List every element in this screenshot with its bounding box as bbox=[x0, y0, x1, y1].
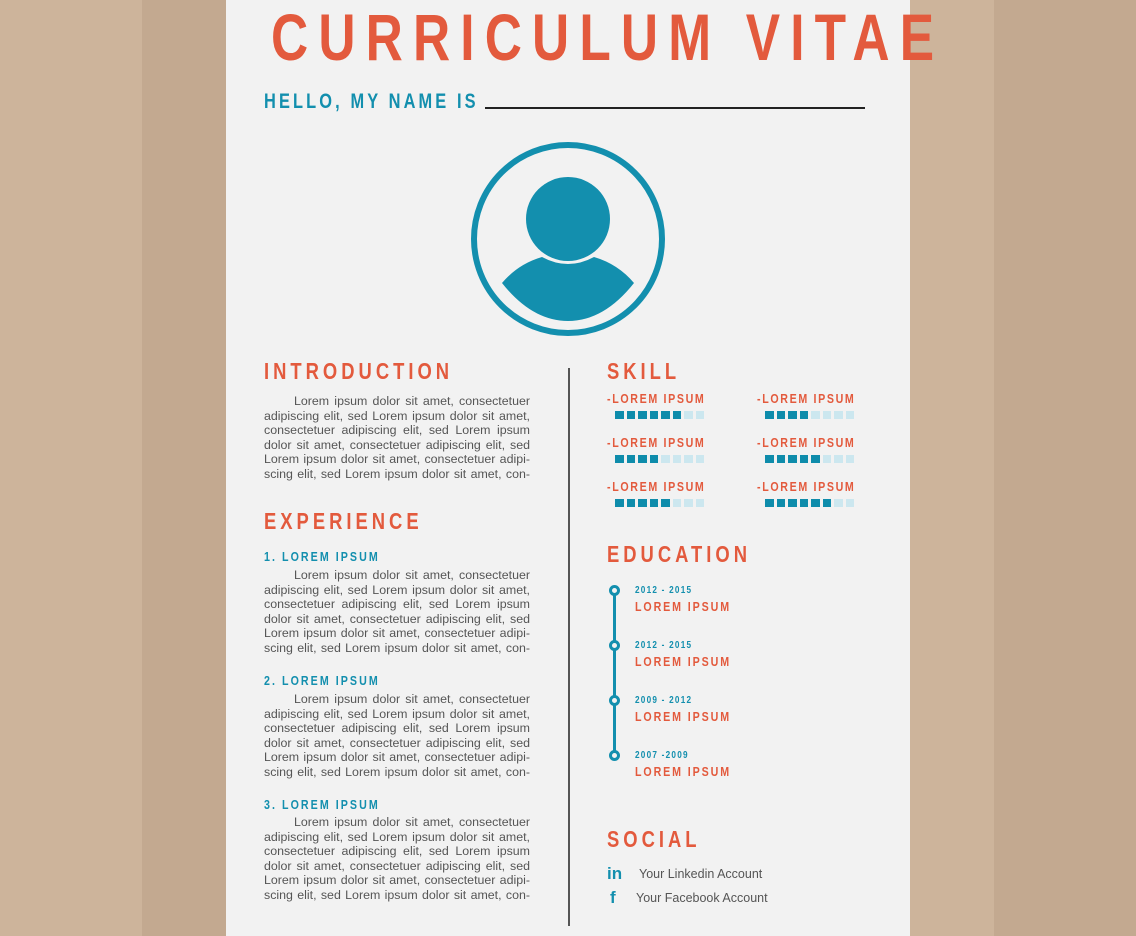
skill-block-filled bbox=[638, 455, 647, 463]
skill-name: -LOREM IPSUM bbox=[607, 435, 706, 450]
skill-block-empty bbox=[696, 499, 705, 507]
paragraph-line: adipiscing elit, sed Lorem ipsum dolor sit amet, bbox=[264, 829, 530, 844]
paragraph-line: Lorem ipsum dolor sit amet, consectetuer bbox=[294, 394, 530, 408]
skill-block-filled bbox=[673, 411, 682, 419]
skill-block-filled bbox=[811, 499, 820, 507]
skill-block-filled bbox=[627, 499, 636, 507]
skill-block-filled bbox=[788, 455, 797, 463]
skill-block-empty bbox=[673, 499, 682, 507]
skill-block-filled bbox=[638, 499, 647, 507]
linkedin-icon: in bbox=[607, 864, 623, 883]
skill-rating-bar bbox=[765, 411, 854, 419]
paragraph-line: adipiscing elit, sed Lorem ipsum dolor sit amet, bbox=[264, 408, 530, 423]
skill-block-empty bbox=[684, 499, 693, 507]
introduction-text bbox=[264, 394, 530, 482]
user-profile-icon bbox=[470, 141, 666, 337]
skill-block-filled bbox=[765, 499, 774, 507]
skill-block-filled bbox=[638, 411, 647, 419]
skill-name: -LOREM IPSUM bbox=[607, 391, 706, 406]
skill-name: -LOREM IPSUM bbox=[757, 479, 856, 494]
social-linkedin-label[interactable]: Your Linkedin Account bbox=[639, 867, 763, 881]
skill-heading: SKILL bbox=[607, 358, 681, 384]
education-name: LOREM IPSUM bbox=[635, 764, 731, 779]
paragraph-line: consectetuer adipiscing elit, sed Lorem ipsum bbox=[264, 844, 530, 859]
skill-block-empty bbox=[684, 455, 693, 463]
skill-block-empty bbox=[846, 455, 855, 463]
skill-block-filled bbox=[661, 411, 670, 419]
cv-page bbox=[226, 0, 945, 936]
background-left-inner bbox=[142, 0, 226, 936]
skill-block-empty bbox=[834, 411, 843, 419]
paragraph-line: Lorem ipsum dolor sit amet, consectetuer adipi- bbox=[264, 750, 530, 765]
skill-name: -LOREM IPSUM bbox=[757, 391, 856, 406]
skill-block-filled bbox=[650, 411, 659, 419]
skill-block-filled bbox=[615, 455, 624, 463]
education-heading: EDUCATION bbox=[607, 541, 752, 567]
education-name: LOREM IPSUM bbox=[635, 709, 731, 724]
paragraph-line: scing elit, sed Lorem ipsum dolor sit amet, con- bbox=[264, 640, 530, 655]
skill-block-filled bbox=[627, 455, 636, 463]
experience-item-title: 3. LOREM IPSUM bbox=[264, 797, 380, 812]
skill-name: -LOREM IPSUM bbox=[607, 479, 706, 494]
timeline-dot-icon bbox=[609, 750, 620, 761]
education-years: 2009 - 2012 bbox=[635, 695, 693, 706]
paragraph-line: Lorem ipsum dolor sit amet, consectetuer bbox=[294, 692, 530, 706]
social-facebook-label[interactable]: Your Facebook Account bbox=[636, 891, 768, 905]
education-years: 2012 - 2015 bbox=[635, 585, 693, 596]
skill-block-filled bbox=[788, 499, 797, 507]
name-underline-field[interactable] bbox=[485, 107, 865, 109]
paragraph-line: Lorem ipsum dolor sit amet, consectetuer bbox=[294, 815, 530, 829]
paragraph-line: Lorem ipsum dolor sit amet, consectetuer bbox=[294, 568, 530, 582]
skill-name: -LOREM IPSUM bbox=[757, 435, 856, 450]
skill-block-empty bbox=[834, 455, 843, 463]
skill-block-empty bbox=[834, 499, 843, 507]
paragraph-line: scing elit, sed Lorem ipsum dolor sit amet, con- bbox=[264, 887, 530, 902]
introduction-heading: INTRODUCTION bbox=[264, 358, 454, 384]
skill-block-filled bbox=[777, 411, 786, 419]
background-right-inner bbox=[910, 0, 994, 936]
paragraph-line: dolor sit amet, consectetuer adipiscing elit, sed bbox=[264, 611, 530, 626]
education-timeline bbox=[613, 591, 616, 756]
hello-label: HELLO, MY NAME IS bbox=[264, 90, 479, 113]
skill-block-empty bbox=[661, 455, 670, 463]
skill-rating-bar bbox=[615, 499, 704, 507]
experience-item-text bbox=[264, 692, 530, 780]
social-linkedin[interactable] bbox=[607, 864, 762, 884]
paragraph-line: dolor sit amet, consectetuer adipiscing elit, sed bbox=[264, 858, 530, 873]
timeline-dot-icon bbox=[609, 640, 620, 651]
education-years: 2007 -2009 bbox=[635, 750, 689, 761]
skill-block-filled bbox=[800, 455, 809, 463]
skill-block-empty bbox=[673, 455, 682, 463]
experience-heading: EXPERIENCE bbox=[264, 508, 423, 534]
skill-block-filled bbox=[661, 499, 670, 507]
education-name: LOREM IPSUM bbox=[635, 654, 731, 669]
paragraph-line: Lorem ipsum dolor sit amet, consectetuer adipi- bbox=[264, 626, 530, 641]
paragraph-line: consectetuer adipiscing elit, sed Lorem ipsum bbox=[264, 721, 530, 736]
skill-rating-bar bbox=[615, 411, 704, 419]
timeline-dot-icon bbox=[609, 585, 620, 596]
education-name: LOREM IPSUM bbox=[635, 599, 731, 614]
education-years: 2012 - 2015 bbox=[635, 640, 693, 651]
skill-block-empty bbox=[846, 499, 855, 507]
skill-block-filled bbox=[615, 411, 624, 419]
paragraph-line: adipiscing elit, sed Lorem ipsum dolor sit amet, bbox=[264, 582, 530, 597]
skill-block-empty bbox=[696, 455, 705, 463]
skill-rating-bar bbox=[615, 455, 704, 463]
skill-block-filled bbox=[777, 499, 786, 507]
paragraph-line: Lorem ipsum dolor sit amet, consectetuer adipi- bbox=[264, 452, 530, 467]
page-title: CURRICULUM VITAE bbox=[271, 0, 945, 74]
paragraph-line: dolor sit amet, consectetuer adipiscing elit, sed bbox=[264, 437, 530, 452]
skill-block-empty bbox=[823, 411, 832, 419]
experience-item-text bbox=[264, 568, 530, 656]
background-right-outer bbox=[994, 0, 1136, 936]
experience-item-title: 1. LOREM IPSUM bbox=[264, 549, 380, 564]
paragraph-line: consectetuer adipiscing elit, sed Lorem ipsum bbox=[264, 597, 530, 612]
skill-block-empty bbox=[823, 455, 832, 463]
experience-item-text bbox=[264, 815, 530, 903]
paragraph-line: scing elit, sed Lorem ipsum dolor sit amet, con- bbox=[264, 466, 530, 481]
skill-block-filled bbox=[650, 455, 659, 463]
column-divider bbox=[568, 368, 570, 926]
skill-block-filled bbox=[765, 455, 774, 463]
skill-rating-bar bbox=[765, 455, 854, 463]
skill-block-filled bbox=[788, 411, 797, 419]
skill-block-filled bbox=[823, 499, 832, 507]
skill-block-filled bbox=[800, 411, 809, 419]
paragraph-line: dolor sit amet, consectetuer adipiscing elit, sed bbox=[264, 735, 530, 750]
facebook-icon: f bbox=[610, 888, 616, 907]
social-heading: SOCIAL bbox=[607, 826, 701, 852]
paragraph-line: adipiscing elit, sed Lorem ipsum dolor sit amet, bbox=[264, 706, 530, 721]
skill-block-filled bbox=[811, 455, 820, 463]
timeline-dot-icon bbox=[609, 695, 620, 706]
skill-block-empty bbox=[696, 411, 705, 419]
paragraph-line: consectetuer adipiscing elit, sed Lorem ipsum bbox=[264, 423, 530, 438]
paragraph-line: Lorem ipsum dolor sit amet, consectetuer adipi- bbox=[264, 873, 530, 888]
social-facebook[interactable] bbox=[607, 888, 768, 908]
paragraph-line: scing elit, sed Lorem ipsum dolor sit amet, con- bbox=[264, 764, 530, 779]
skill-block-filled bbox=[765, 411, 774, 419]
skill-block-empty bbox=[811, 411, 820, 419]
skill-block-filled bbox=[800, 499, 809, 507]
skill-block-filled bbox=[777, 455, 786, 463]
skill-block-filled bbox=[627, 411, 636, 419]
background-left-outer bbox=[0, 0, 142, 936]
skill-rating-bar bbox=[765, 499, 854, 507]
skill-block-empty bbox=[846, 411, 855, 419]
experience-item-title: 2. LOREM IPSUM bbox=[264, 673, 380, 688]
skill-block-filled bbox=[650, 499, 659, 507]
skill-block-filled bbox=[615, 499, 624, 507]
skill-block-empty bbox=[684, 411, 693, 419]
